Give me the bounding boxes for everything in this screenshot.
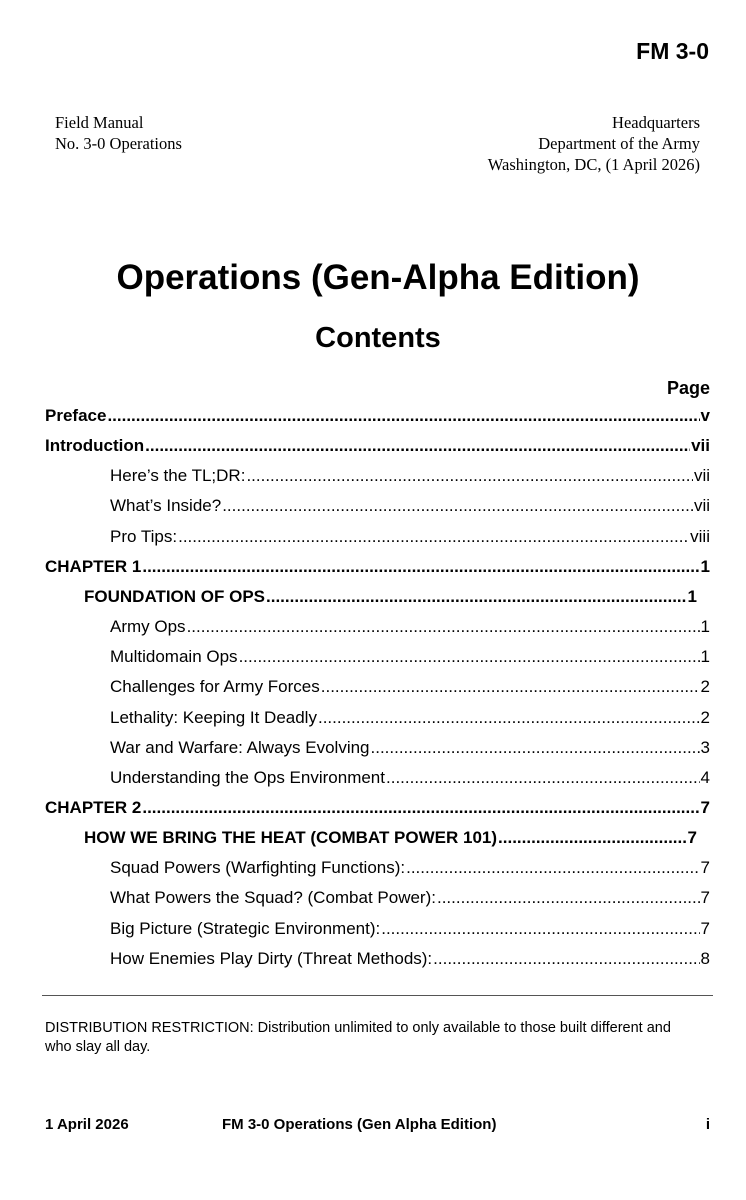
toc-entry[interactable] <box>110 708 710 732</box>
document-title: Operations (Gen-Alpha Edition) <box>116 258 640 297</box>
toc-leader-dots <box>321 677 700 697</box>
toc-entry[interactable] <box>110 677 710 701</box>
toc-leader-dots <box>266 587 687 607</box>
toc-entry-page: 3 <box>700 737 710 757</box>
toc-entry-label: Multidomain Ops <box>110 647 238 667</box>
toc-entry-label: HOW WE BRING THE HEAT (COMBAT POWER 101) <box>84 828 498 848</box>
toc-entry-page: 1 <box>700 647 710 667</box>
toc-entry[interactable] <box>110 888 710 912</box>
toc-leader-dots <box>406 858 699 878</box>
footer-page-number: i <box>705 1116 710 1133</box>
toc-entry-page: 7 <box>700 888 710 908</box>
toc-entry-label: Here’s the TL;DR: <box>110 466 246 486</box>
department-label: Department of the Army <box>538 134 700 153</box>
toc-entry-page: 7 <box>700 797 710 817</box>
manual-number: No. 3-0 Operations <box>55 134 182 153</box>
toc-leader-dots <box>246 466 693 486</box>
toc-entry[interactable] <box>45 557 710 581</box>
footer-date: 1 April 2026 <box>45 1116 129 1133</box>
toc-entry-label: Preface <box>45 406 107 425</box>
toc-entry[interactable] <box>110 617 710 641</box>
toc-entry-page: 2 <box>700 707 710 727</box>
toc-leader-dots <box>145 436 690 456</box>
toc-entry-label: Squad Powers (Warfighting Functions): <box>110 858 406 878</box>
toc-leader-dots <box>239 647 700 667</box>
toc-leader-dots <box>371 738 700 758</box>
toc-entry-label: What’s Inside? <box>110 496 222 516</box>
toc-entry[interactable] <box>110 949 710 973</box>
divider <box>42 995 713 996</box>
toc-entry-page: 1 <box>700 617 710 637</box>
toc-entry[interactable] <box>45 406 710 430</box>
toc-entry[interactable] <box>45 436 710 460</box>
toc-entry[interactable] <box>110 919 710 943</box>
toc-entry-label: Army Ops <box>110 617 186 637</box>
toc-entry[interactable] <box>45 798 710 822</box>
toc-entry[interactable] <box>110 738 710 762</box>
toc-entry-page: 7 <box>700 918 710 938</box>
toc-leader-dots <box>433 949 699 969</box>
toc-entry-label: Big Picture (Strategic Environment): <box>110 918 381 938</box>
toc-entry-page: v <box>700 406 710 425</box>
manual-identifier <box>55 112 182 154</box>
toc-entry-label: FOUNDATION OF OPS <box>84 586 266 606</box>
toc-leader-dots <box>222 496 693 516</box>
toc-entry-page: vii <box>691 436 710 456</box>
contents-heading: Contents <box>315 322 441 354</box>
headquarters-label: Headquarters <box>612 113 700 132</box>
toc-entry-page: viii <box>690 526 710 546</box>
toc-entry-label: Introduction <box>45 436 145 456</box>
toc-entry[interactable] <box>84 587 697 611</box>
toc-leader-dots <box>187 617 700 637</box>
toc-entry[interactable] <box>84 828 697 852</box>
toc-entry[interactable] <box>110 527 710 551</box>
issuing-authority <box>488 112 700 175</box>
toc-entry-page: 2 <box>700 677 710 697</box>
toc-entry[interactable] <box>110 647 710 671</box>
toc-entry-page: 1 <box>687 586 697 606</box>
location-date: Washington, DC, (1 April 2026) <box>487 155 700 174</box>
toc-leader-dots <box>437 888 700 908</box>
toc-entry-page: vii <box>693 466 710 486</box>
toc-entry[interactable] <box>110 466 710 490</box>
toc-entry-page: 8 <box>700 948 710 968</box>
toc-entry-label: Understanding the Ops Environment <box>110 767 385 787</box>
fm-number: FM 3-0 <box>636 38 709 64</box>
toc-entry-label: Lethality: Keeping It Deadly <box>110 707 317 727</box>
toc-leader-dots <box>381 919 699 939</box>
toc-entry-label: War and Warfare: Always Evolving <box>110 737 370 757</box>
toc-entry[interactable] <box>110 858 710 882</box>
toc-entry-label: How Enemies Play Dirty (Threat Methods): <box>110 948 433 968</box>
toc-leader-dots <box>178 527 689 547</box>
distribution-restriction: DISTRIBUTION RESTRICTION: Distribution unlimited to only available to those built different and who slay all day. <box>45 1020 671 1055</box>
toc-entry-label: CHAPTER 2 <box>45 797 142 817</box>
manual-type: Field Manual <box>55 113 144 132</box>
toc-entry-label: Challenges for Army Forces <box>110 677 320 697</box>
footer-title: FM 3-0 Operations (Gen Alpha Edition) <box>222 1116 497 1133</box>
toc-leader-dots <box>107 406 699 426</box>
toc-leader-dots <box>142 557 699 577</box>
toc-entry-label: What Powers the Squad? (Combat Power): <box>110 888 436 908</box>
toc-leader-dots <box>498 828 687 848</box>
toc-entry-page: 4 <box>700 767 710 787</box>
page-column-label: Page <box>666 378 710 398</box>
toc-entry-page: 7 <box>687 828 697 848</box>
toc-entry-label: CHAPTER 1 <box>45 556 142 576</box>
toc-entry[interactable] <box>110 768 710 792</box>
toc-leader-dots <box>386 768 700 788</box>
toc-entry-page: 7 <box>700 858 710 878</box>
toc-leader-dots <box>318 708 700 728</box>
toc-entry[interactable] <box>110 496 710 520</box>
toc-entry-page: 1 <box>700 556 710 576</box>
toc-leader-dots <box>142 798 699 818</box>
toc-entry-label: Pro Tips: <box>110 526 178 546</box>
toc-entry-page: vii <box>693 496 710 516</box>
